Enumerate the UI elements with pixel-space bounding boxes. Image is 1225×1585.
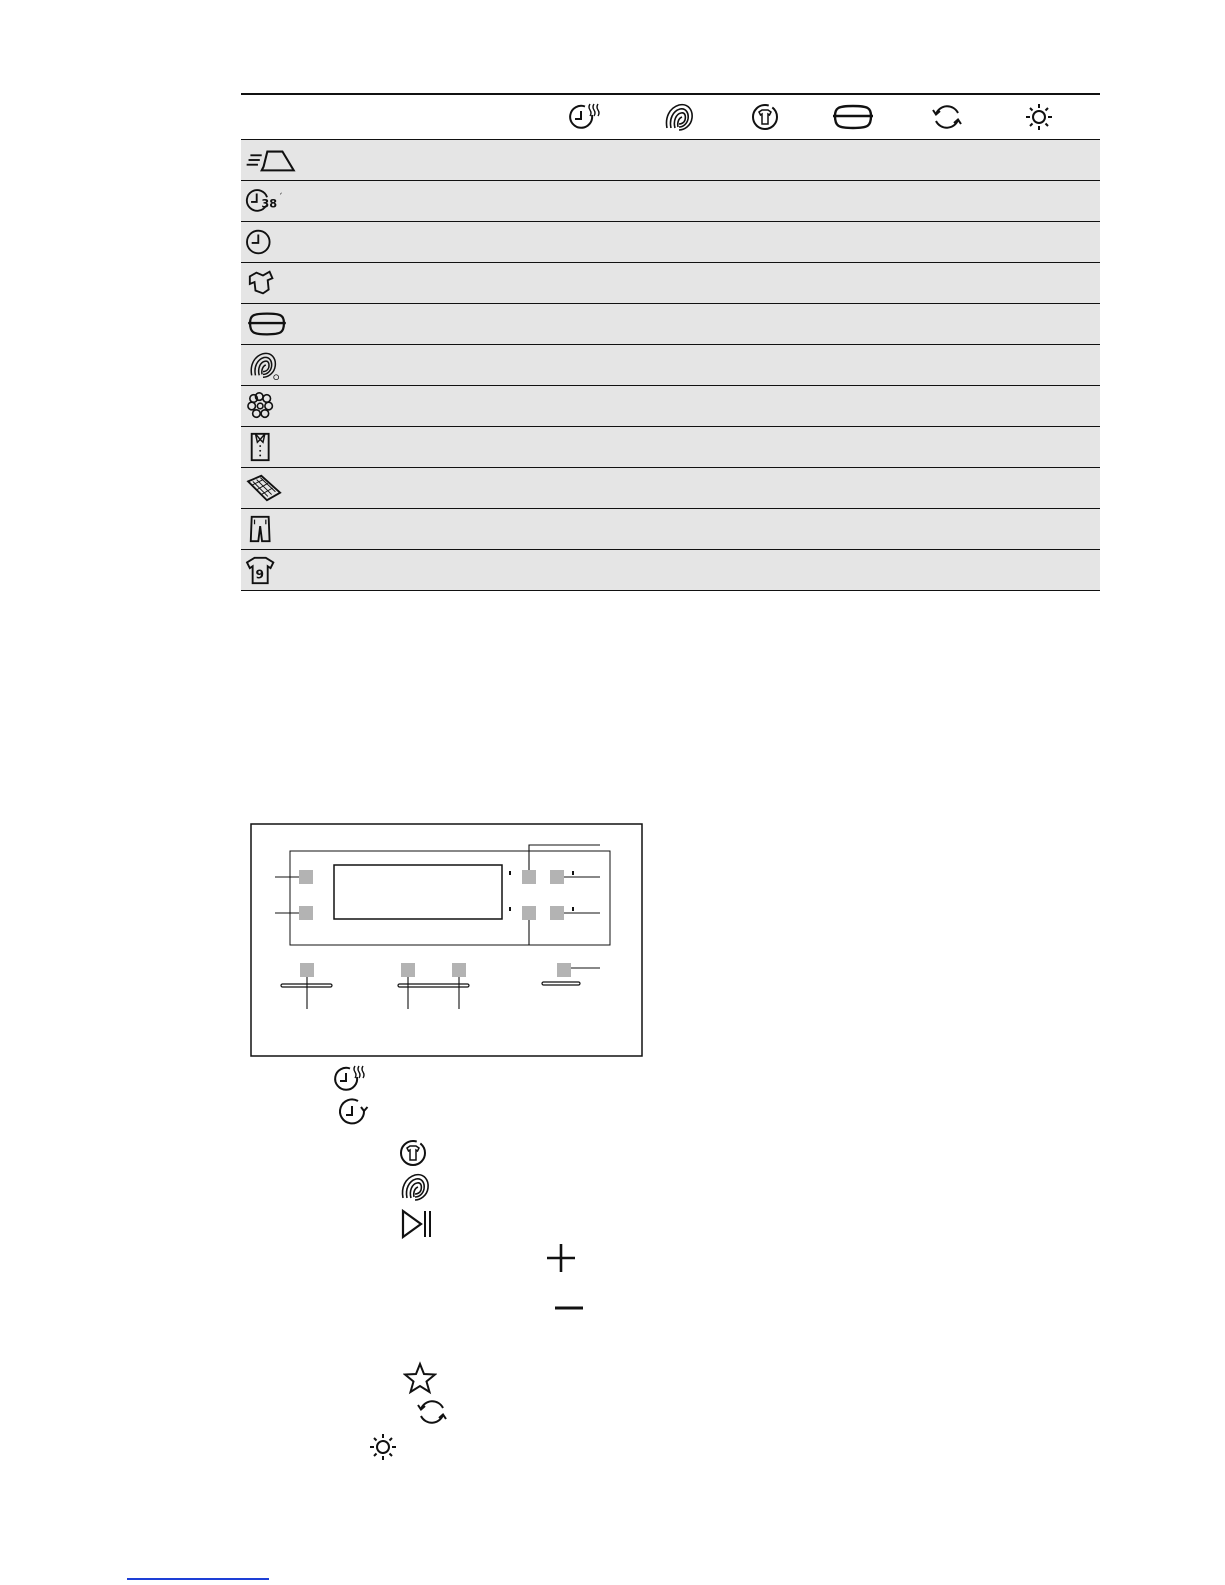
stain-button[interactable] (522, 870, 536, 884)
rinse-cycle-icon (927, 100, 967, 134)
woolmark-button[interactable] (550, 870, 564, 884)
time-save-icon (566, 100, 606, 134)
table-row (241, 386, 1100, 427)
rapid-38-icon (243, 185, 293, 217)
table-row (241, 222, 1100, 263)
footer-link-underline (127, 1578, 269, 1580)
plus-button[interactable] (522, 906, 536, 920)
table-row (241, 140, 1100, 181)
rinse-cycle-button[interactable] (401, 963, 415, 977)
easy-iron-icon (243, 144, 303, 176)
timer-icon (243, 226, 283, 258)
options-table (241, 93, 1100, 591)
woolmark-icon (395, 1170, 435, 1204)
brightness-icon (1019, 100, 1059, 134)
panel-frame (251, 824, 642, 1056)
stain-icon (393, 1136, 433, 1170)
start-pause-button[interactable] (557, 963, 571, 977)
favourite-star-icon (403, 1361, 437, 1395)
basin-icon (243, 308, 291, 340)
table-row (241, 468, 1100, 509)
flower-icon (243, 390, 283, 422)
woolmark-icon (659, 100, 699, 134)
time-save-icon (331, 1062, 371, 1096)
table-row (241, 263, 1100, 304)
sports-icon (243, 267, 283, 299)
rinse-cycle-icon (412, 1395, 452, 1429)
table-row (241, 509, 1100, 550)
delay-start-button[interactable] (299, 906, 313, 920)
woolmark-registered-icon (243, 349, 283, 381)
start-pause-icon (397, 1207, 437, 1241)
minus-button[interactable] (550, 906, 564, 920)
delay-start-icon (336, 1096, 376, 1130)
favourite-button[interactable] (300, 963, 314, 977)
tshirt-9-icon (243, 554, 283, 586)
table-row (241, 181, 1100, 222)
table-row (241, 550, 1100, 591)
minus-icon (552, 1303, 586, 1313)
display-screen (334, 865, 502, 919)
shirt-icon (243, 431, 283, 463)
time-save-button[interactable] (299, 870, 313, 884)
extra-rinse-icon (829, 100, 877, 134)
stain-icon (745, 100, 785, 134)
brightness-icon (363, 1430, 403, 1464)
brightness-button[interactable] (452, 963, 466, 977)
blanket-icon (243, 472, 289, 504)
options-table-header (241, 93, 1100, 140)
table-row (241, 345, 1100, 386)
table-row (241, 304, 1100, 345)
table-row (241, 427, 1100, 468)
control-panel-diagram (250, 823, 643, 1057)
jeans-icon (243, 513, 283, 545)
plus-icon (544, 1241, 578, 1275)
